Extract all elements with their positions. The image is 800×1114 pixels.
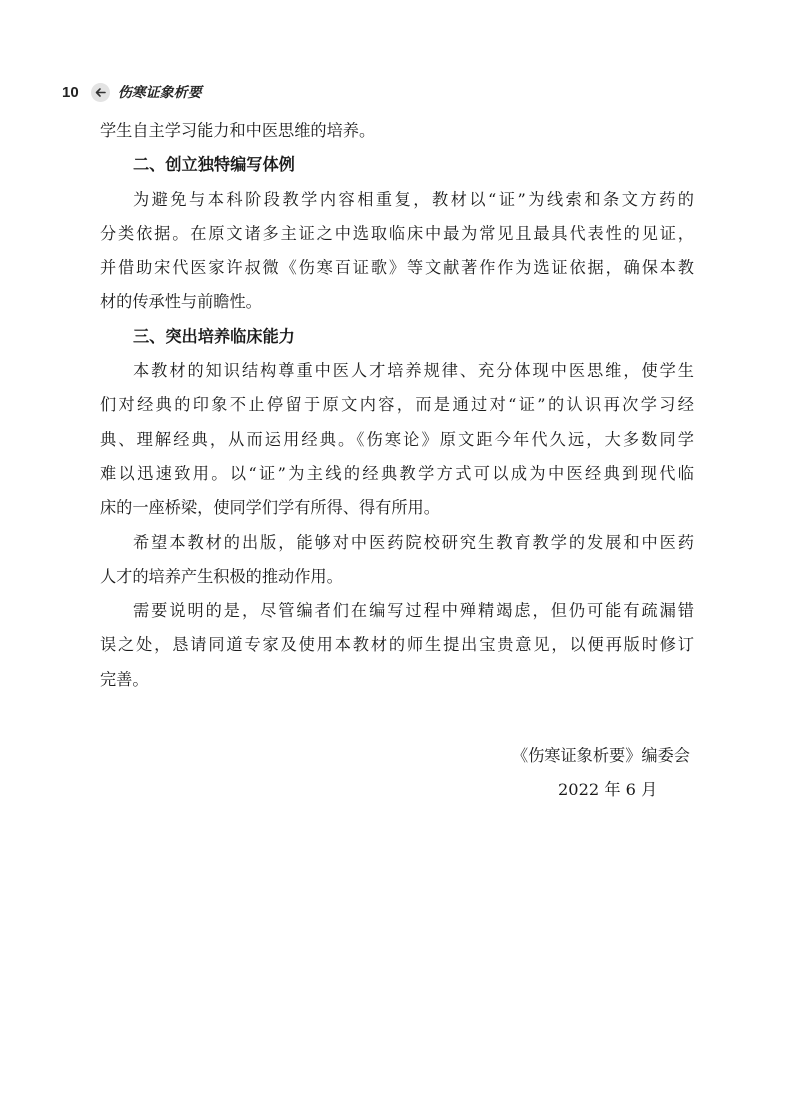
editorial-committee: 《伤寒证象析要》编委会 (511, 746, 690, 766)
section-heading: 三、突出培养临床能力 (133, 326, 295, 346)
paragraph-line: 学生自主学习能力和中医思维的培养。 (100, 121, 376, 140)
paragraph-line: 本教材的知识结构尊重中医人才培养规律、充分体现中医思维，使学生 (133, 361, 694, 381)
paragraph-line: 完善。 (100, 669, 149, 689)
paragraph-line: 床的一座桥梁，使同学们学有所得、得有所用。 (100, 498, 440, 518)
paragraph-line: 人才的培养产生积极的推动作用。 (100, 566, 343, 586)
paragraph-line: 误之处，恳请同道专家及使用本教材的师生提出宝贵意见，以便再版时修订 (100, 635, 694, 655)
page-header (62, 80, 202, 104)
paragraph-line: 典、理解经典，从而运用经典。《伤寒论》原文距今年代久远，大多数同学 (100, 429, 694, 449)
paragraph-line: 难以迅速致用。以“证”为主线的经典教学方式可以成为中医经典到现代临 (100, 463, 694, 483)
paragraph-line: 为避免与本科阶段教学内容相重复，教材以“证”为线索和条文方药的 (133, 189, 694, 209)
spacer (100, 697, 694, 739)
running-title: 伤寒证象析要 (117, 85, 202, 101)
paragraph-line: 们对经典的印象不止停留于原文内容，而是通过对“证”的认识再次学习经 (100, 395, 694, 415)
body-text (100, 114, 694, 808)
paragraph-line: 并借助宋代医家许叔微《伤寒百证歌》等文献著作作为选证依据，确保本教 (100, 258, 694, 278)
paragraph-line: 材的传承性与前瞻性。 (100, 292, 262, 312)
signature-date: 2022 年 6 月 (558, 780, 658, 800)
paragraph-line: 希望本教材的出版，能够对中医药院校研究生教育教学的发展和中医药 (133, 532, 694, 552)
paragraph-line: 分类依据。在原文诸多主证之中选取临床中最为常见且最具代表性的见证， (100, 223, 694, 243)
page-number: 10 (62, 83, 79, 101)
paragraph-line: 需要说明的是，尽管编者们在编写过程中殚精竭虑，但仍可能有疏漏错 (133, 601, 694, 621)
arrow-left-icon (91, 83, 110, 102)
section-heading: 二、创立独特编写体例 (133, 155, 295, 175)
